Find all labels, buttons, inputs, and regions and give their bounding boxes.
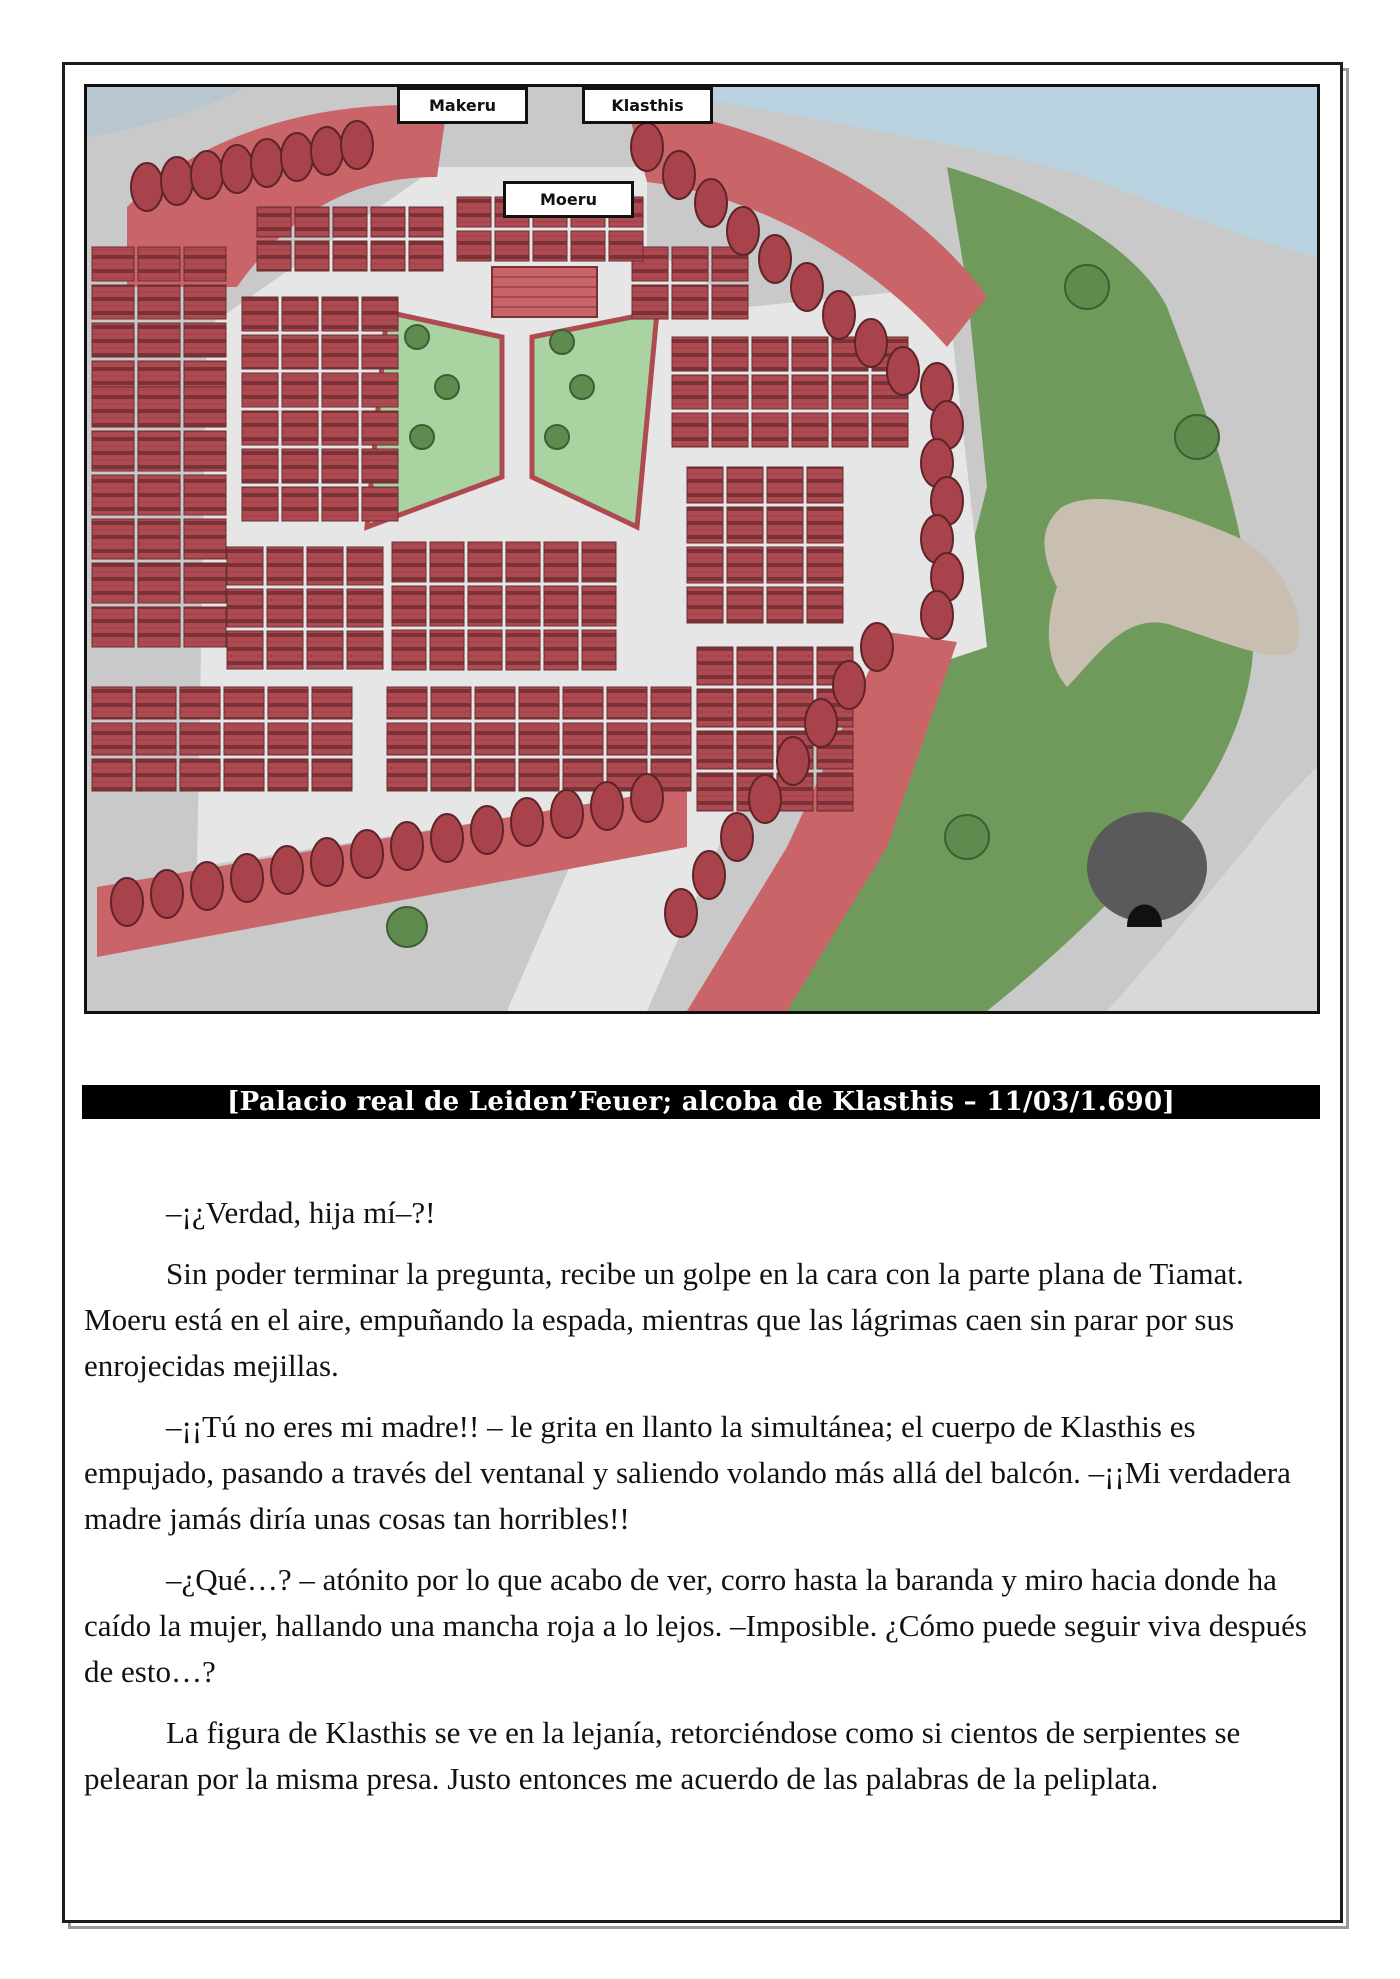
house	[468, 542, 502, 582]
house	[687, 507, 723, 543]
map-label-moeru: Moeru	[503, 181, 634, 218]
house	[506, 586, 540, 626]
house-stone	[651, 723, 691, 755]
house	[792, 337, 828, 371]
house	[767, 547, 803, 583]
tower	[431, 814, 463, 862]
house	[832, 375, 868, 409]
tower	[151, 870, 183, 918]
house	[457, 197, 491, 227]
tower	[727, 207, 759, 255]
house-stone	[92, 723, 132, 755]
tree	[1175, 415, 1219, 459]
house	[242, 411, 278, 445]
house	[267, 589, 303, 627]
house	[727, 507, 763, 543]
house	[227, 631, 263, 669]
house	[807, 587, 843, 623]
house	[322, 373, 358, 407]
house	[307, 589, 343, 627]
tower	[231, 854, 263, 902]
tree	[550, 330, 574, 354]
house-stone	[387, 687, 427, 719]
tower	[631, 774, 663, 822]
house-stone	[607, 687, 647, 719]
house	[92, 607, 134, 647]
house	[138, 519, 180, 559]
tower	[833, 661, 865, 709]
house-stone	[180, 759, 220, 791]
house	[632, 285, 668, 319]
tower	[111, 878, 143, 926]
house	[737, 647, 773, 685]
tower	[695, 179, 727, 227]
house	[92, 475, 134, 515]
story-paragraph-1: –¡¿Verdad, hija mí–?!	[166, 1195, 436, 1230]
tower	[665, 889, 697, 937]
house	[138, 475, 180, 515]
house	[333, 207, 367, 237]
house	[737, 731, 773, 769]
tower	[693, 851, 725, 899]
house	[92, 387, 134, 427]
house-stone	[224, 687, 264, 719]
house-stone	[563, 723, 603, 755]
house	[138, 431, 180, 471]
house	[227, 547, 263, 585]
house	[872, 413, 908, 447]
house	[817, 773, 853, 811]
house	[672, 285, 708, 319]
house	[752, 413, 788, 447]
house-stone	[180, 723, 220, 755]
house	[92, 563, 134, 603]
house-stone	[475, 723, 515, 755]
tower	[311, 127, 343, 175]
tower	[471, 806, 503, 854]
house	[92, 519, 134, 559]
house	[267, 631, 303, 669]
tower	[591, 782, 623, 830]
house	[362, 487, 398, 521]
house	[347, 547, 383, 585]
house	[184, 387, 226, 427]
story-paragraph-3: –¡¡Tú no eres mi madre!! – le grita en llanto la simultánea; el cuerpo de Klasthis es empujado, pasando a través del ventanal y saliendo volando más allá del balcón. –¡¡Mi verdadera madre jamás diría unas cosas tan horribles!!	[84, 1409, 1291, 1536]
house	[257, 241, 291, 271]
house-stone	[268, 687, 308, 719]
tower	[921, 591, 953, 639]
house	[767, 587, 803, 623]
house	[727, 587, 763, 623]
house	[362, 297, 398, 331]
house	[697, 689, 733, 727]
tower	[391, 822, 423, 870]
house	[767, 467, 803, 503]
house	[832, 413, 868, 447]
house	[506, 630, 540, 670]
house	[138, 247, 180, 281]
house	[687, 467, 723, 503]
story-paragraph-2: Sin poder terminar la pregunta, recibe un golpe en la cara con la parte plana de Tiamat. Moeru está en el aire, empuñando la espada, mientras que las lágrimas caen sin parar por sus enrojecidas mejillas.	[84, 1256, 1244, 1383]
story-text	[84, 1190, 1314, 1817]
house-stone	[607, 723, 647, 755]
house	[430, 542, 464, 582]
tower	[311, 838, 343, 886]
house	[672, 413, 708, 447]
tree	[405, 325, 429, 349]
house	[712, 285, 748, 319]
house	[322, 449, 358, 483]
house	[138, 323, 180, 357]
tower	[551, 790, 583, 838]
tree	[945, 815, 989, 859]
story-paragraph-4: –¿Qué…? – atónito por lo que acabo de ver, corro hasta la baranda y miro hacia donde ha caído la mujer, hallando una mancha roja a lo lejos. –Imposible. ¿Cómo puede seguir viva después de esto…?	[84, 1562, 1307, 1689]
house	[184, 519, 226, 559]
house	[138, 285, 180, 319]
house	[697, 647, 733, 685]
house	[727, 467, 763, 503]
house	[138, 607, 180, 647]
house	[430, 630, 464, 670]
house	[672, 337, 708, 371]
tower	[749, 775, 781, 823]
house	[138, 563, 180, 603]
tree	[387, 907, 427, 947]
house	[92, 285, 134, 319]
house	[727, 547, 763, 583]
house	[468, 630, 502, 670]
house	[242, 487, 278, 521]
house	[752, 375, 788, 409]
tree	[1065, 265, 1109, 309]
house	[687, 587, 723, 623]
house	[307, 631, 343, 669]
tower	[511, 798, 543, 846]
house	[282, 411, 318, 445]
house	[184, 247, 226, 281]
tower	[191, 151, 223, 199]
house-stone	[431, 759, 471, 791]
house	[807, 507, 843, 543]
house-stone	[180, 687, 220, 719]
house	[687, 547, 723, 583]
house-stone	[519, 723, 559, 755]
house-stone	[224, 723, 264, 755]
house	[184, 563, 226, 603]
tower	[251, 139, 283, 187]
house	[409, 207, 443, 237]
house	[362, 449, 398, 483]
house	[468, 586, 502, 626]
house	[295, 207, 329, 237]
house-stone	[431, 723, 471, 755]
house	[792, 413, 828, 447]
tower	[631, 123, 663, 171]
house	[295, 241, 329, 271]
house-stone	[431, 687, 471, 719]
house	[184, 323, 226, 357]
tower	[823, 291, 855, 339]
tower	[663, 151, 695, 199]
house	[544, 542, 578, 582]
house	[672, 247, 708, 281]
house-stone	[312, 723, 352, 755]
house	[92, 247, 134, 281]
house-stone	[519, 759, 559, 791]
house	[184, 475, 226, 515]
house	[495, 231, 529, 261]
house	[712, 375, 748, 409]
tower	[855, 319, 887, 367]
house	[92, 431, 134, 471]
palace-stairs	[492, 267, 597, 317]
tower	[191, 862, 223, 910]
house-stone	[92, 687, 132, 719]
house	[582, 630, 616, 670]
house	[392, 542, 426, 582]
house	[533, 231, 567, 261]
house	[544, 586, 578, 626]
house	[282, 373, 318, 407]
map-label-makeru: Makeru	[397, 87, 528, 124]
house	[807, 467, 843, 503]
house	[752, 337, 788, 371]
house-stone	[92, 759, 132, 791]
house	[712, 413, 748, 447]
tower	[861, 623, 893, 671]
house-stone	[475, 687, 515, 719]
tower	[281, 133, 313, 181]
tower	[351, 830, 383, 878]
house-stone	[312, 759, 352, 791]
story-paragraph-5: La figura de Klasthis se ve en la lejanía, retorciéndose como si cientos de serpientes se pelearan por la misma presa. Justo entonces me acuerdo de las palabras de la peliplata.	[84, 1715, 1241, 1796]
house	[672, 375, 708, 409]
house-stone	[268, 759, 308, 791]
city-map-drawing	[87, 87, 1317, 1011]
house	[362, 373, 398, 407]
house	[242, 297, 278, 331]
house	[371, 207, 405, 237]
house	[697, 773, 733, 811]
house	[242, 449, 278, 483]
tower	[131, 163, 163, 211]
house	[609, 231, 643, 261]
tower	[161, 157, 193, 205]
house	[712, 337, 748, 371]
house	[457, 231, 491, 261]
tree	[435, 375, 459, 399]
house-stone	[387, 759, 427, 791]
tree	[570, 375, 594, 399]
house	[282, 297, 318, 331]
house	[506, 542, 540, 582]
house-stone	[651, 687, 691, 719]
house-stone	[387, 723, 427, 755]
house	[347, 589, 383, 627]
house	[409, 241, 443, 271]
house	[322, 335, 358, 369]
house	[242, 373, 278, 407]
house	[267, 547, 303, 585]
house	[392, 586, 426, 626]
house	[362, 411, 398, 445]
house	[322, 411, 358, 445]
tower	[887, 347, 919, 395]
tower	[221, 145, 253, 193]
house	[362, 335, 398, 369]
tower	[805, 699, 837, 747]
house	[242, 335, 278, 369]
house	[322, 297, 358, 331]
house	[371, 241, 405, 271]
house	[307, 547, 343, 585]
house	[347, 631, 383, 669]
house	[582, 586, 616, 626]
house	[322, 487, 358, 521]
tower	[759, 235, 791, 283]
house	[184, 607, 226, 647]
house	[430, 586, 464, 626]
house-stone	[136, 687, 176, 719]
house	[737, 689, 773, 727]
house-stone	[563, 687, 603, 719]
house	[257, 207, 291, 237]
house	[138, 387, 180, 427]
house	[582, 542, 616, 582]
house	[544, 630, 578, 670]
house	[282, 449, 318, 483]
tree	[545, 425, 569, 449]
house	[282, 335, 318, 369]
house-stone	[224, 759, 264, 791]
tower	[721, 813, 753, 861]
tower	[341, 121, 373, 169]
house	[697, 731, 733, 769]
house	[282, 487, 318, 521]
house	[571, 231, 605, 261]
house	[807, 547, 843, 583]
house	[333, 241, 367, 271]
tree	[410, 425, 434, 449]
tower	[777, 737, 809, 785]
house	[792, 375, 828, 409]
house	[777, 647, 813, 685]
house	[227, 589, 263, 627]
map-label-klasthis: Klasthis	[582, 87, 713, 124]
house-stone	[475, 759, 515, 791]
house	[392, 630, 426, 670]
house	[767, 507, 803, 543]
house-stone	[136, 723, 176, 755]
city-map	[84, 84, 1320, 1014]
tower	[271, 846, 303, 894]
house-stone	[519, 687, 559, 719]
scene-header: [Palacio real de Leiden’Feuer; alcoba de Klasthis – 11/03/1.690]	[82, 1085, 1320, 1119]
house	[184, 285, 226, 319]
house	[92, 323, 134, 357]
house-stone	[136, 759, 176, 791]
house	[184, 431, 226, 471]
house-stone	[268, 723, 308, 755]
tower	[791, 263, 823, 311]
house-stone	[312, 687, 352, 719]
